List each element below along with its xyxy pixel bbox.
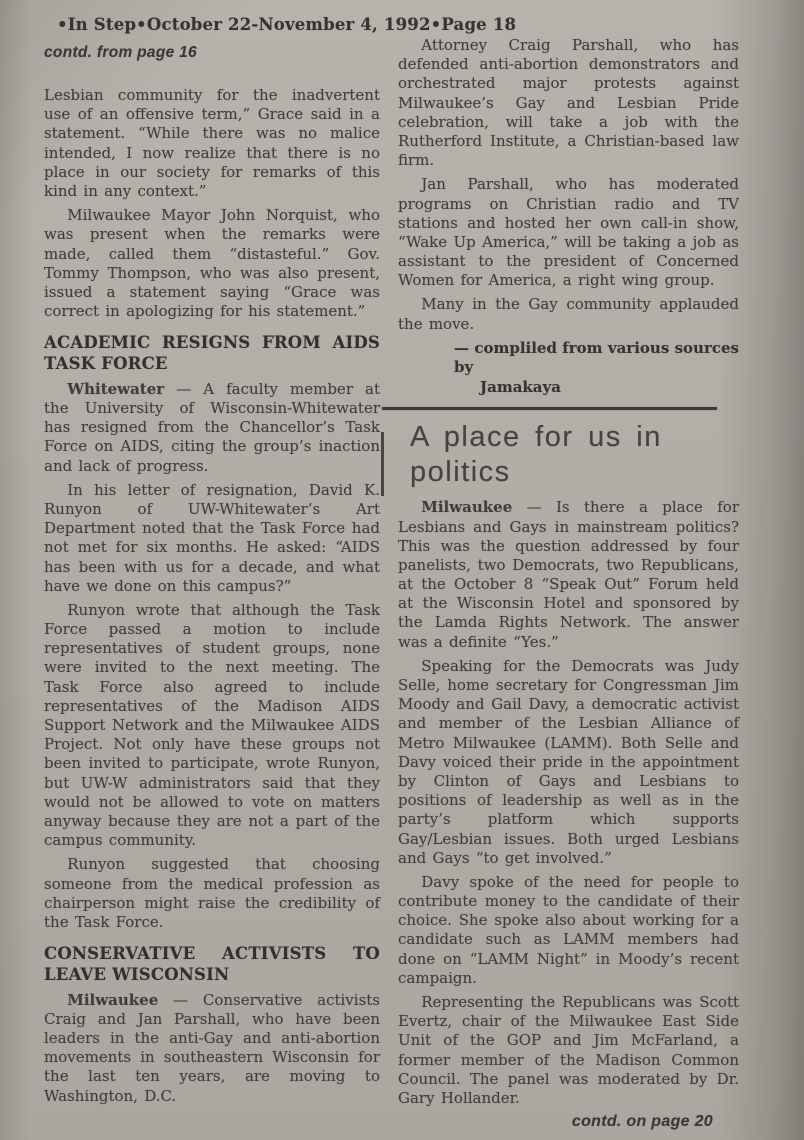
paragraph: Lesbian community for the inadvertent use of an offensive term,” Grace said in a statement. “While there was no malice intended, I now realize that there is no place in our society for remarks of this kind in any context.” [44,86,380,200]
byline [398,339,739,398]
dateline: Milwaukee [67,990,159,1009]
headline-left-tick [381,432,384,496]
byline-author: Jamakaya [480,377,561,396]
contd-from-note: contd. from page 16 [44,44,197,61]
paragraph-text: — A faculty member at the University of Wisconsin-Whitewater has resigned from the Chancellor’s Task Force on AIDS, citing the group’s inaction and lack of progress. [44,379,380,475]
paragraph [44,991,380,1106]
section-heading-academic-resigns: ACADEMIC RESIGNS FROM AIDS TASK FORCE [44,333,380,374]
paragraph: Representing the Republicans was Scott Evertz, chair of the Milwaukee East Side Unit of the GOP and Jim McFarland, a former member of the Madison Common Council. The panel was moderated by Dr. Gary Hollander. [398,993,739,1107]
dateline: Whitewater [67,379,165,398]
paragraph: Attorney Craig Parshall, who has defended anti-abortion demonstrators and orchestrated major protests against Milwaukee’s Gay and Lesbian Pride celebration, will take a job with the Rutherford Institute, a Christian-based law firm. [398,36,739,170]
article-headline-block [398,420,739,490]
section-heading-conservative-activists: CONSERVATIVE ACTIVISTS TO LEAVE WISCONSIN [44,944,380,984]
article-divider-rule [382,407,717,410]
paragraph [398,498,739,652]
paragraph: Milwaukee Mayor John Norquist, who was present when the remarks were made, called them “distasteful.” Gov. Tommy Thompson, who was also present, issued a statement saying “Grace was correct in apologizing for his statement.” [44,206,380,321]
paragraph-text: — Is there a place for Lesbians and Gays in mainstream politics? This was the question addressed by four panelists, two Democrats, two Republicans, at the October 8 “Speak Out” Forum held at the Wisconsin Hotel and sponsored by the Lamda Rights Network. The answer was a definite “Yes.” [398,498,739,651]
paragraph: In his letter of resignation, David K. Runyon of UW-Whitewater’s Art Department noted that the Task Force had not met for six months. He asked: “AIDS has been with us for a decade, and what have we done on this campus?” [44,480,380,595]
paragraph: Jan Parshall, who has moderated programs on Christian radio and TV stations and hosted her own call-in show, “Wake Up America,” will be taking a job as assistant to the president of Concerned Women for America, a right wing group. [398,175,739,290]
article-headline: A place for us in politics [410,421,662,489]
page-masthead: •In Step•October 22-November 4, 1992•Page 18 [57,15,517,34]
paragraph: Speaking for the Democrats was Judy Selle, home secretary for Congressman Jim Moody and Gail Davy, a democratic activist and member of the Lesbian Alliance of Metro Milwaukee (LAMM). Both Selle and Davy voiced their pride in the appointment by Clinton of Gays and Lesbians to positions of leadership as well as in the party’s platform which supports Gay/Lesbian issues. Both urged Lesbians and Gays “to get involved.” [398,656,739,867]
paragraph: Many in the Gay community applauded the move. [398,295,739,333]
paragraph: Runyon suggested that choosing someone from the medical profession as chairperson might raise the credibility of the Task Force. [44,855,380,931]
paragraph: Runyon wrote that although the Task Force passed a motion to include representatives of student groups, none were invited to the next meeting. The Task Force also agreed to include representatives of the Madison AIDS Support Network and the Milwaukee AIDS Project. Not only have these groups not been invited to participate, wrote Runyon, but UW-W administrators said that they would not be allowed to vote on matters anyway because they are not a part of the campus community. [44,600,380,850]
right-column [398,36,739,1131]
dateline: Milwaukee [421,498,513,517]
left-column [44,86,380,1111]
byline-credit-line: — compliled from various sources by [454,338,739,377]
contd-on-note: contd. on page 20 [571,1113,713,1131]
paragraph: Davy spoke of the need for people to contribute money to the candidate of their choice. She spoke also about working for a candidate such as LAMM members had done on “LAMM Night” in Moody’s recent campaign. [398,872,739,987]
paragraph-text: — Conservative activists Craig and Jan Parshall, who have been leaders in the anti-Gay and anti-abortion movements in southeastern Wisconsin for the last ten years, are moving to Washington, D.C. [44,990,380,1105]
paragraph [44,380,380,476]
